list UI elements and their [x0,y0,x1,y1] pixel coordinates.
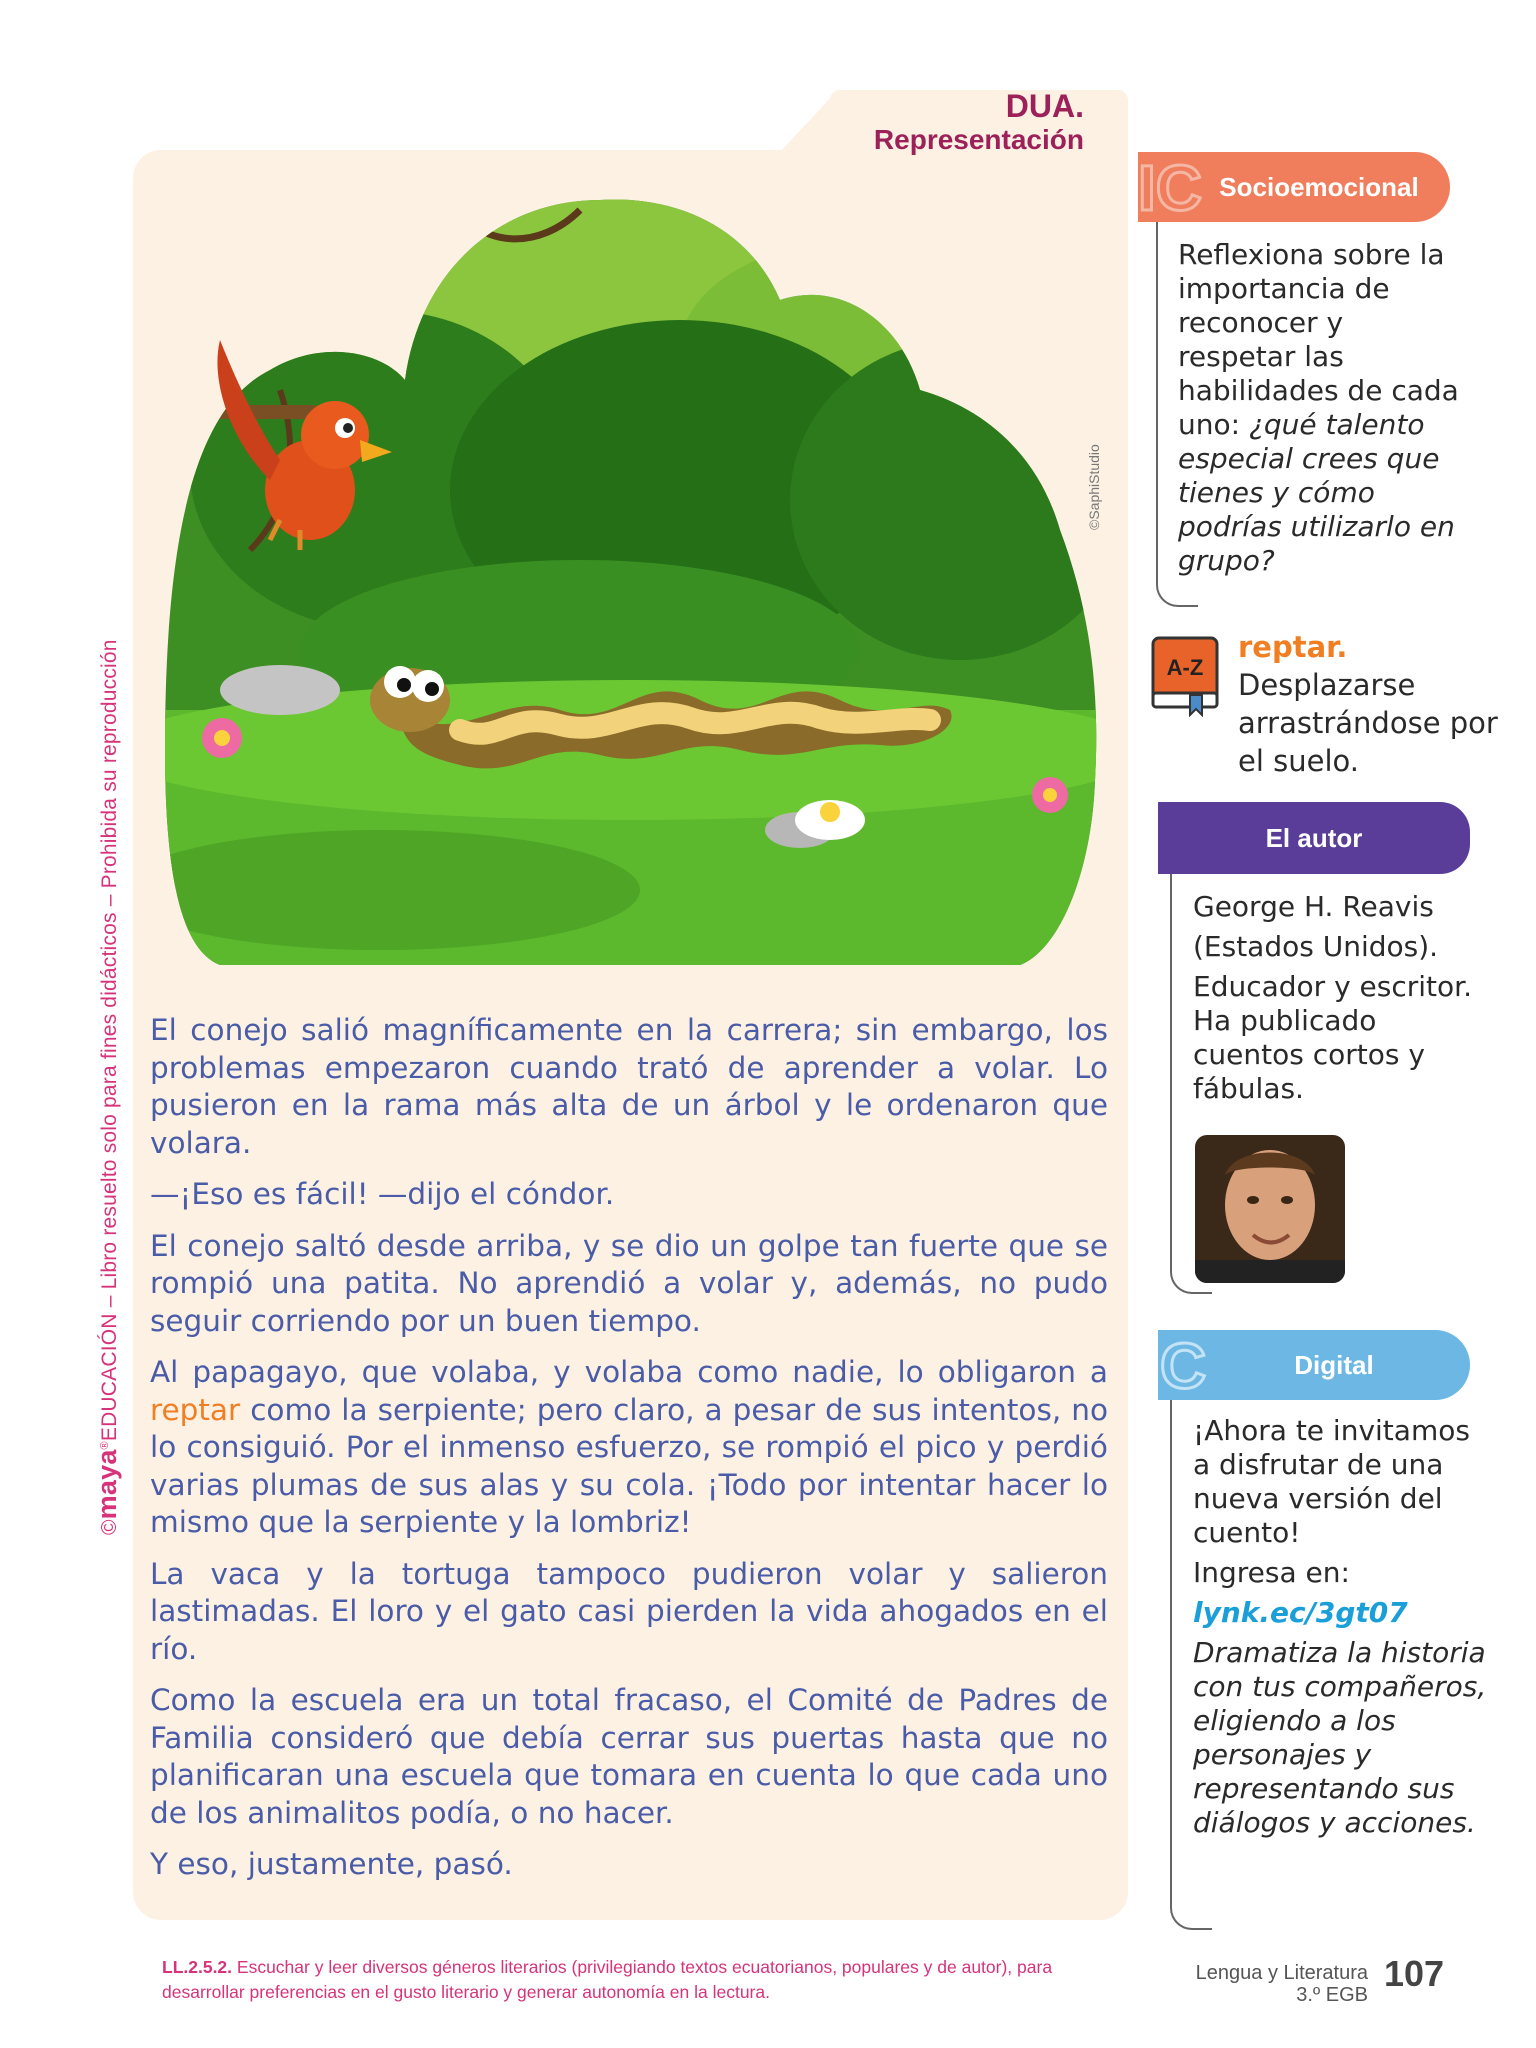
story-paragraph-6: Como la escuela era un total fracaso, el Comité de Padres de Familia consideró que debía cerrar sus puertas hasta que no planificaran una escuela que tomara en cuenta lo que cada uno de los animalitos podía, o no hacer. [150,1683,1108,1830]
story-paragraph-3: El conejo saltó desde arriba, y se dio un golpe tan fuerte que se rompió una patita. No aprendió a volar y, además, no pudo seguir corriendo por un buen tiempo. [150,1228,1108,1338]
socio-text [1178,238,1468,578]
dua-title: DUA. [1005,88,1084,124]
story-paragraph-7: Y eso, justamente, pasó. [150,1847,513,1881]
grade-level: 3.º EGB [1296,1984,1368,2006]
curriculum-footer [162,1955,1092,2005]
story-paragraph-4-post: como la serpiente; pero claro, a pesar de sus intentos, no lo consiguió. Por el inmenso esfuerzo, se rompió el pico y perdió varias plumas de sus alas y su cola. ¡Todo por intentar hacer lo mismo que la serpiente y la lombriz! [150,1392,1108,1539]
story-paragraph-1: El conejo salió magníficamente en la carrera; sin embargo, los problemas empezaron cuando trató de aprender a volar. Lo pusieron en la rama más alta de un árbol y le ordenaron que volara. [150,1013,1108,1160]
copyright-text: EDUCACIÓN – Libro resuelto solo para fines didácticos – Prohibida su reproducción [98,639,121,1442]
copyright-strip [92,639,123,1535]
socio-prompt: Reflexiona sobre la importancia de reconocer y respetar las habilidades de cada uno: [1178,238,1459,441]
brand-logo: maya [92,1449,122,1520]
dictionary-icon [1150,635,1220,717]
digital-label: Digital [1294,1349,1374,1380]
author-country: (Estados Unidos). [1193,930,1439,963]
subject-label [1196,1962,1368,2006]
author-name: George H. Reavis [1193,890,1434,923]
flower-white [795,800,865,840]
curriculum-description: Escuchar y leer diversos géneros literarios (privilegiando textos ecuatorianos, populares y de autor), para desarrollar preferencias en el gusto literario y generar autonomía en la lectura. [162,1957,1053,2002]
svg-text:IC: IC [1138,152,1202,222]
svg-text:C: C [1160,1330,1207,1400]
subject-name: Lengua y Literatura [1195,1962,1368,1984]
digital-text [1193,1414,1493,1840]
socio-badge-icon [1132,152,1202,222]
story-paragraph-2: —¡Eso es fácil! —dijo el cóndor. [150,1177,615,1211]
author-header [1158,802,1470,874]
glossary-definition: Desplazarse arrastrándose por el suelo. [1238,668,1498,778]
author-photo [1195,1135,1345,1283]
digital-activity: Dramatiza la historia con tus compañeros, eligiendo a los personajes y representando sus diálogos y acciones. [1193,1636,1487,1839]
flower-left [202,718,242,758]
author-text [1193,890,1493,1106]
dua-label [874,89,1084,157]
story-paragraph-5: La vaca y la tortuga tampoco pudieron volar y salieron lastimadas. El loro y el gato casi pierden la vida ahogados en el río. [150,1556,1108,1666]
curriculum-code: LL.2.5.2. [162,1957,233,1977]
glossary-entry [1238,628,1498,780]
socio-question: ¿qué talento especial crees que tienes y cómo podrías utilizarlo en grupo? [1178,408,1455,577]
flower-right [1032,777,1068,813]
dictionary-icon-label: A-Z [1166,655,1204,680]
illustration-credit: ©SaphiStudio [1086,444,1102,530]
story-text [150,1012,1108,1898]
copyright-symbol: © [98,1519,121,1535]
socio-header [1138,152,1450,222]
digital-badge-icon [1158,1330,1218,1400]
story-paragraph-4 [150,1354,1108,1542]
author-bio: Educador y escritor. Ha publicado cuentos cortos y fábulas. [1193,970,1473,1105]
dua-tab-notch [778,90,838,154]
socio-label: Socioemocional [1219,171,1419,202]
page-number: 107 [1384,1953,1445,1994]
digital-ingresa: Ingresa en: [1193,1556,1350,1589]
digital-link[interactable]: lynk.ec/3gt07 [1193,1596,1408,1629]
digital-intro: ¡Ahora te invitamos a disfrutar de una nueva versión del cuento! [1193,1414,1470,1549]
digital-header [1158,1330,1470,1400]
registered-mark: ® [99,1441,111,1450]
glossary-highlight-word: reptar [150,1392,241,1427]
dua-subtitle: Representación [873,124,1084,155]
jungle-illustration [160,190,1100,975]
story-paragraph-4-pre: Al papagayo, que volaba, y volaba como nadie, lo obligaron a [150,1355,1108,1389]
glossary-word: reptar. [1238,630,1348,664]
author-label: El autor [1265,822,1363,853]
